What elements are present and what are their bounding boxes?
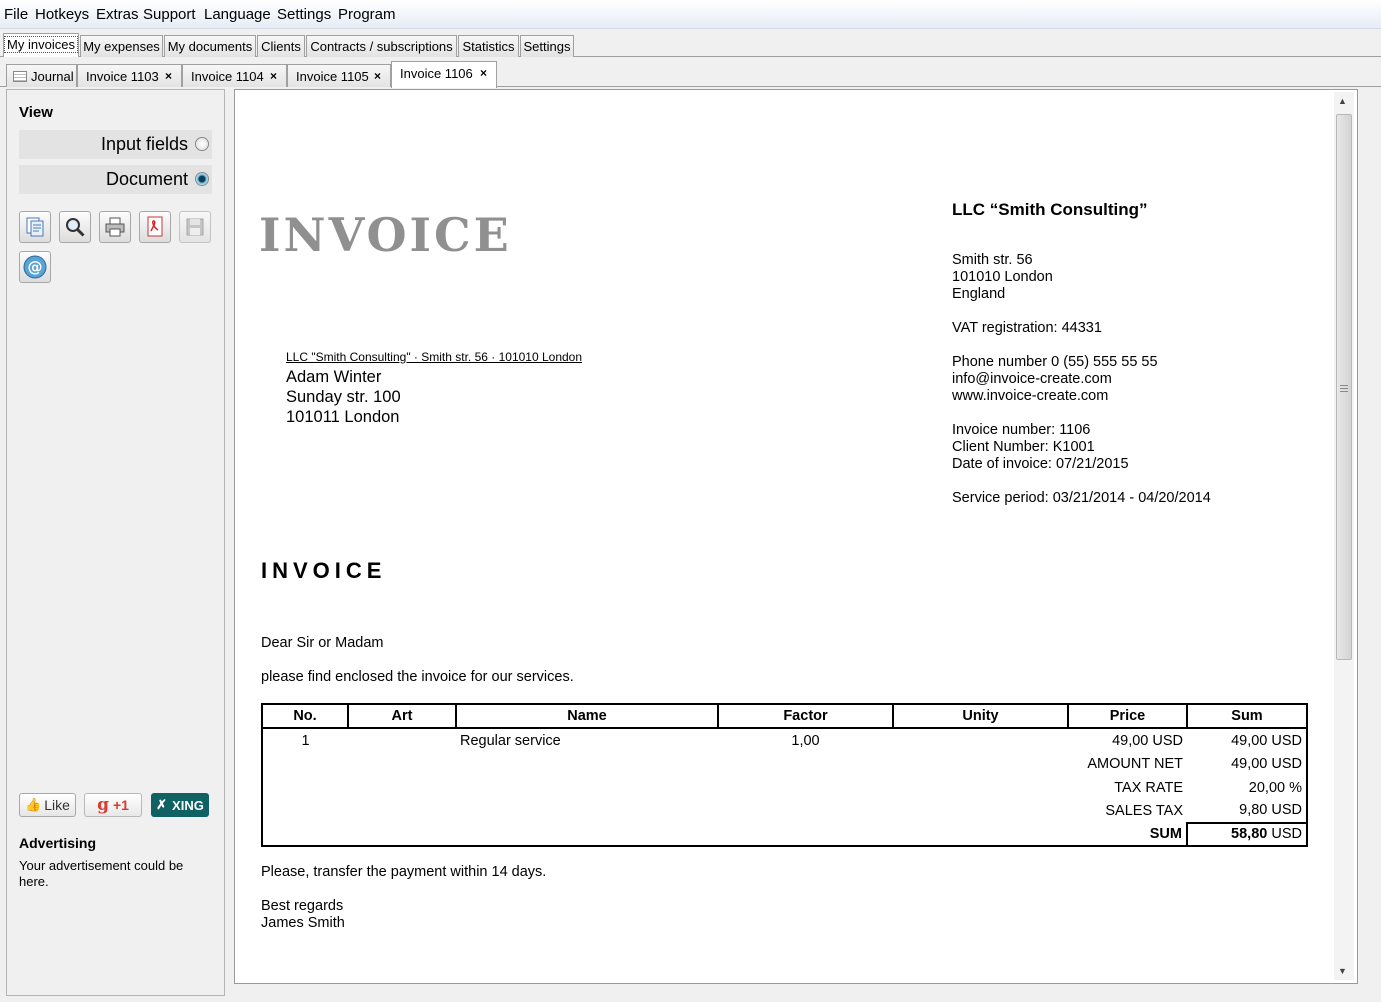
view-document-option[interactable] xyxy=(19,165,212,194)
invoice-number: Invoice number: 1106 xyxy=(952,422,1091,438)
menu-language[interactable]: Language xyxy=(204,6,271,23)
greeting: Dear Sir or Madam xyxy=(261,635,384,651)
tab-my-expenses[interactable] xyxy=(80,35,163,57)
cell-no: 1 xyxy=(301,732,310,749)
tax-rate-label: TAX RATE xyxy=(1114,779,1183,796)
radio-button-selected[interactable] xyxy=(195,172,209,186)
client-number: Client Number: K1001 xyxy=(952,439,1095,455)
menu-extras[interactable]: Extras xyxy=(96,6,139,23)
vertical-scrollbar[interactable] xyxy=(1334,92,1354,980)
like-label: Like xyxy=(44,797,70,813)
menu-support[interactable]: Support xyxy=(143,6,196,23)
tab-contracts[interactable] xyxy=(306,35,457,57)
company-email: info@invoice-create.com xyxy=(952,371,1112,387)
email-icon[interactable] xyxy=(19,251,51,283)
sum-label: SUM xyxy=(1149,825,1182,842)
scrollbar-thumb[interactable] xyxy=(1336,114,1352,660)
main-tab-bar xyxy=(0,33,1381,57)
close-icon[interactable]: × xyxy=(269,69,277,83)
print-icon[interactable] xyxy=(99,211,131,243)
tab-label: My documents xyxy=(167,39,253,54)
tab-label: Statistics xyxy=(462,39,515,54)
xing-label: XING xyxy=(172,797,204,813)
tab-label: Invoice 1103 xyxy=(86,69,159,84)
regards: Best regards xyxy=(261,898,344,914)
sidebar xyxy=(6,89,225,996)
amount-net-value: 49,00 USD xyxy=(1231,756,1302,773)
sales-tax-row xyxy=(262,799,1307,822)
scroll-down-icon[interactable]: ▼ xyxy=(1338,966,1347,976)
invoice-header-title: INVOICE xyxy=(259,208,512,262)
thumbs-up-icon: 👍 xyxy=(25,797,42,812)
column-header-factor: Factor xyxy=(718,704,893,728)
company-name: LLC “Smith Consulting” xyxy=(952,200,1148,219)
tab-statistics[interactable] xyxy=(458,35,519,57)
column-header-art: Art xyxy=(348,704,456,728)
invoice-items-table xyxy=(261,703,1308,847)
cell-factor: 1,00 xyxy=(791,732,820,749)
amount-net-label: AMOUNT NET xyxy=(1087,756,1183,773)
journal-icon xyxy=(13,71,27,82)
tab-invoice-1103[interactable] xyxy=(77,64,182,87)
tax-rate-row xyxy=(262,776,1307,799)
grip-icon xyxy=(1340,385,1348,392)
company-website: www.invoice-create.com xyxy=(952,388,1109,404)
google-plus-icon: g xyxy=(97,795,109,815)
payment-note: Please, transfer the payment within 14 days. xyxy=(261,864,547,880)
tab-label: Contracts / subscriptions xyxy=(310,39,453,54)
phone-number: Phone number 0 (55) 555 55 55 xyxy=(952,354,1158,370)
sum-currency: USD xyxy=(1271,826,1302,843)
column-header-unity: Unity xyxy=(893,704,1068,728)
tab-settings[interactable] xyxy=(520,35,574,57)
tab-label: Clients xyxy=(261,39,301,54)
tab-invoice-1106[interactable] xyxy=(391,61,497,88)
close-icon[interactable]: × xyxy=(479,66,487,80)
pdf-icon[interactable] xyxy=(139,211,171,243)
xing-button[interactable] xyxy=(151,793,209,817)
company-street: Smith str. 56 xyxy=(952,252,1033,268)
tab-my-invoices[interactable] xyxy=(3,33,79,57)
svg-text:@: @ xyxy=(27,258,43,276)
view-input-fields-option[interactable] xyxy=(19,130,212,159)
sender-line: LLC "Smith Consulting" · Smith str. 56 · 101010 London xyxy=(286,350,583,364)
tab-label: Invoice 1106 xyxy=(400,66,473,81)
google-plus-label: +1 xyxy=(112,797,129,813)
close-icon[interactable]: × xyxy=(164,69,172,83)
menu-program[interactable]: Program xyxy=(338,6,396,23)
tab-label: My expenses xyxy=(83,39,160,54)
table-header-row xyxy=(262,704,1307,728)
menu-settings[interactable]: Settings xyxy=(277,6,332,23)
tab-label: My invoices xyxy=(4,36,78,53)
tab-label: Journal xyxy=(31,69,74,84)
view-title: View xyxy=(19,104,53,121)
tab-invoice-1104[interactable] xyxy=(182,64,287,87)
signer-name: James Smith xyxy=(261,915,345,931)
intro-text: please find enclosed the invoice for our services. xyxy=(261,669,574,685)
tab-journal[interactable] xyxy=(6,64,77,87)
tab-invoice-1105[interactable] xyxy=(287,64,391,87)
scroll-up-icon[interactable]: ▲ xyxy=(1338,96,1347,106)
radio-button[interactable] xyxy=(195,137,209,151)
tab-clients[interactable] xyxy=(257,35,305,57)
menu-hotkeys[interactable]: Hotkeys xyxy=(35,6,90,23)
copy-icon[interactable] xyxy=(19,211,51,243)
menu-bar xyxy=(0,0,1381,29)
search-icon[interactable] xyxy=(59,211,91,243)
tab-my-documents[interactable] xyxy=(164,35,256,57)
cell-price: 49,00 USD xyxy=(1112,732,1183,749)
invoice-subject: INVOICE xyxy=(261,558,387,583)
cell-art xyxy=(348,728,456,752)
sales-tax-label: SALES TAX xyxy=(1105,802,1183,819)
recipient-name: Adam Winter xyxy=(286,368,382,386)
google-plus-button[interactable] xyxy=(84,793,142,817)
table-row xyxy=(262,728,1307,752)
document-tab-bar xyxy=(0,60,1381,87)
tab-label: Settings xyxy=(523,39,571,54)
menu-file[interactable]: File xyxy=(4,6,29,23)
sum-total-cell xyxy=(1187,823,1307,846)
tab-label: Invoice 1105 xyxy=(296,69,369,84)
like-button[interactable] xyxy=(19,793,76,817)
sales-tax-value: 9,80 USD xyxy=(1239,802,1302,819)
vat-registration: VAT registration: 44331 xyxy=(952,320,1102,336)
amount-net-row xyxy=(262,753,1307,776)
sum-row xyxy=(262,823,1307,846)
cell-unity xyxy=(893,728,1068,752)
option-label: Input fields xyxy=(100,134,188,154)
advertising-text: Your advertisement could be here. xyxy=(19,858,184,889)
company-country: England xyxy=(952,286,1006,302)
service-period: Service period: 03/21/2014 - 04/20/2014 xyxy=(952,490,1211,506)
save-icon[interactable] xyxy=(179,211,211,243)
sum-value: 58,80 xyxy=(1231,826,1268,843)
recipient-city: 101011 London xyxy=(286,408,400,426)
advertising-title: Advertising xyxy=(19,835,97,851)
company-city: 101010 London xyxy=(952,269,1053,285)
column-header-no: No. xyxy=(262,704,348,728)
xing-icon: ✗ xyxy=(156,797,168,812)
option-label: Document xyxy=(105,169,188,189)
recipient-street: Sunday str. 100 xyxy=(286,388,401,406)
close-icon[interactable]: × xyxy=(373,69,381,83)
column-header-price: Price xyxy=(1068,704,1187,728)
tax-rate-value: 20,00 % xyxy=(1248,779,1302,796)
column-header-name: Name xyxy=(456,704,718,728)
cell-sum: 49,00 USD xyxy=(1231,732,1302,749)
tab-label: Invoice 1104 xyxy=(191,69,264,84)
cell-name: Regular service xyxy=(460,732,561,749)
column-header-sum: Sum xyxy=(1187,704,1307,728)
invoice-date: Date of invoice: 07/21/2015 xyxy=(952,456,1129,472)
